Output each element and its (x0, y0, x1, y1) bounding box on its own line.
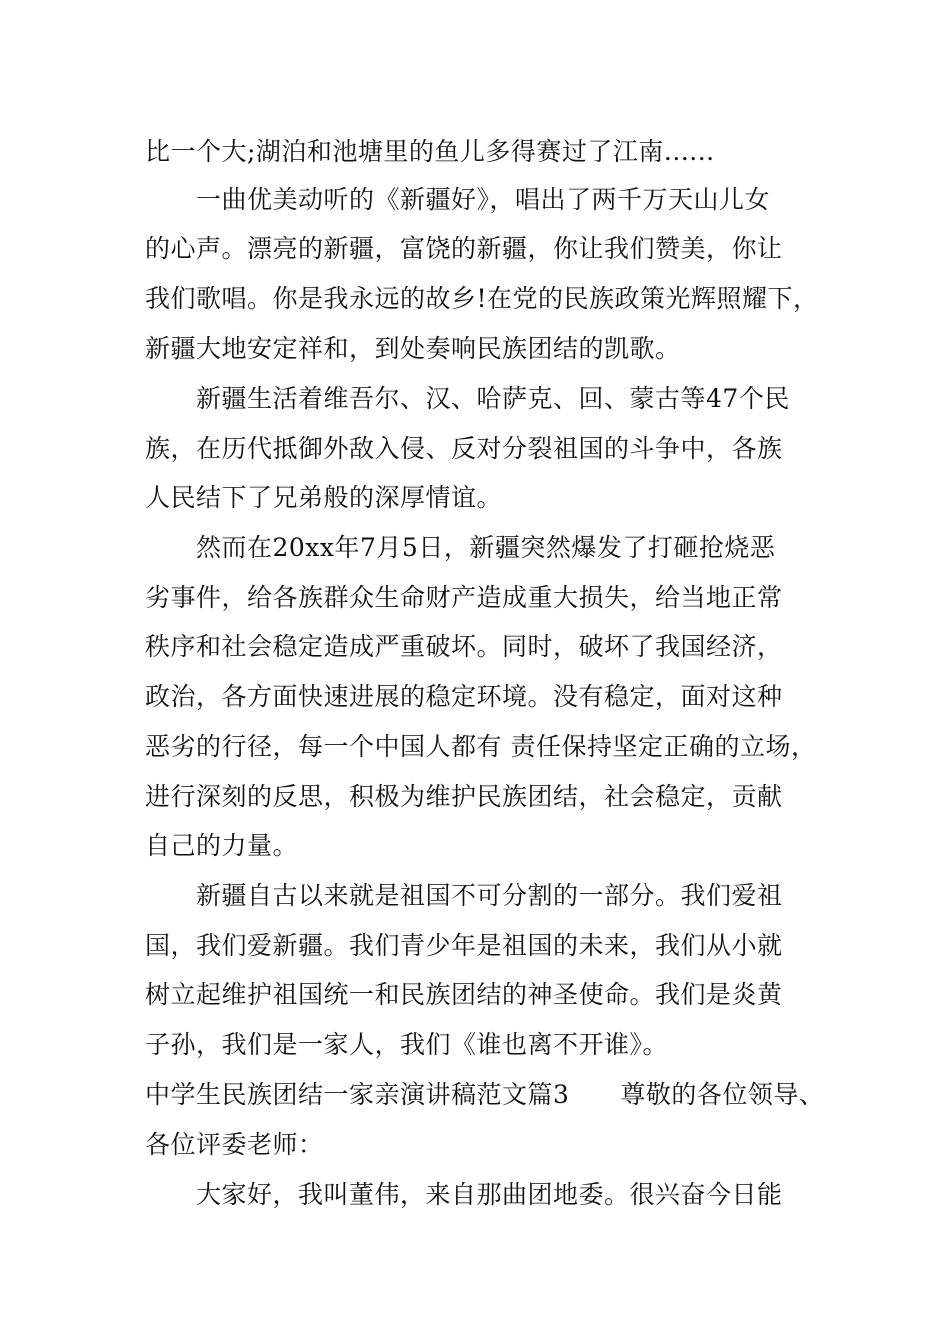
paragraph-line: 我们歌唱。你是我永远的故乡!在党的民族政策光辉照耀下， (145, 284, 819, 313)
paragraph-line: 新疆生活着维吾尔、汉、哈萨克、回、蒙古等47个民 (196, 384, 790, 413)
paragraph-line: 树立起维护祖国统一和民族团结的神圣使命。我们是炎黄 (145, 980, 783, 1009)
paragraph-line: 然而在20xx年7月5日，新疆突然爆发了打砸抢烧恶 (196, 533, 776, 562)
paragraph-line: 比一个大;湖泊和池塘里的鱼儿多得赛过了江南...... (145, 137, 715, 166)
paragraph-line: 进行深刻的反思，积极为维护民族团结，社会稳定，贡献 (145, 782, 783, 811)
paragraph-line: 秩序和社会稳定造成严重破坏。同时，破坏了我国经济， (145, 632, 783, 661)
paragraph-line: 国，我们爱新疆。我们青少年是祖国的未来，我们从小就 (145, 931, 783, 960)
paragraph-line: 子孙，我们是一家人，我们《谁也离不开谁》。 (145, 1030, 669, 1059)
paragraph-line: 人民结下了兄弟般的深厚情谊。 (145, 483, 503, 512)
paragraph-line: 新疆大地安定祥和，到处奏响民族团结的凯歌。 (145, 334, 681, 363)
paragraph-line: 新疆自古以来就是祖国不可分割的一部分。我们爱祖 (196, 881, 783, 910)
paragraph-line: 族，在历代抵御外敌入侵、反对分裂祖国的斗争中，各族 (145, 434, 783, 463)
paragraph-line: 政治，各方面快速进展的稳定环境。没有稳定，面对这种 (145, 682, 783, 711)
paragraph-line: 恶劣的行径，每一个中国人都有 责任保持坚定正确的立场， (145, 732, 817, 761)
paragraph-line: 大家好，我叫董伟，来自那曲团地委。很兴奋今日能 (196, 1180, 783, 1209)
section-heading-line: 中学生民族团结一家亲演讲稿范文篇3 尊敬的各位领导、 (145, 1080, 825, 1109)
paragraph-line: 自己的力量。 (145, 831, 299, 860)
paragraph-line: 的心声。漂亮的新疆，富饶的新疆，你让我们赞美，你让 (145, 234, 783, 263)
paragraph-line: 劣事件，给各族群众生命财产造成重大损失，给当地正常 (145, 583, 783, 612)
paragraph-line: 一曲优美动听的《新疆好》，唱出了两千万天山儿女 (196, 185, 771, 214)
salutation-line: 各位评委老师： (145, 1130, 324, 1159)
